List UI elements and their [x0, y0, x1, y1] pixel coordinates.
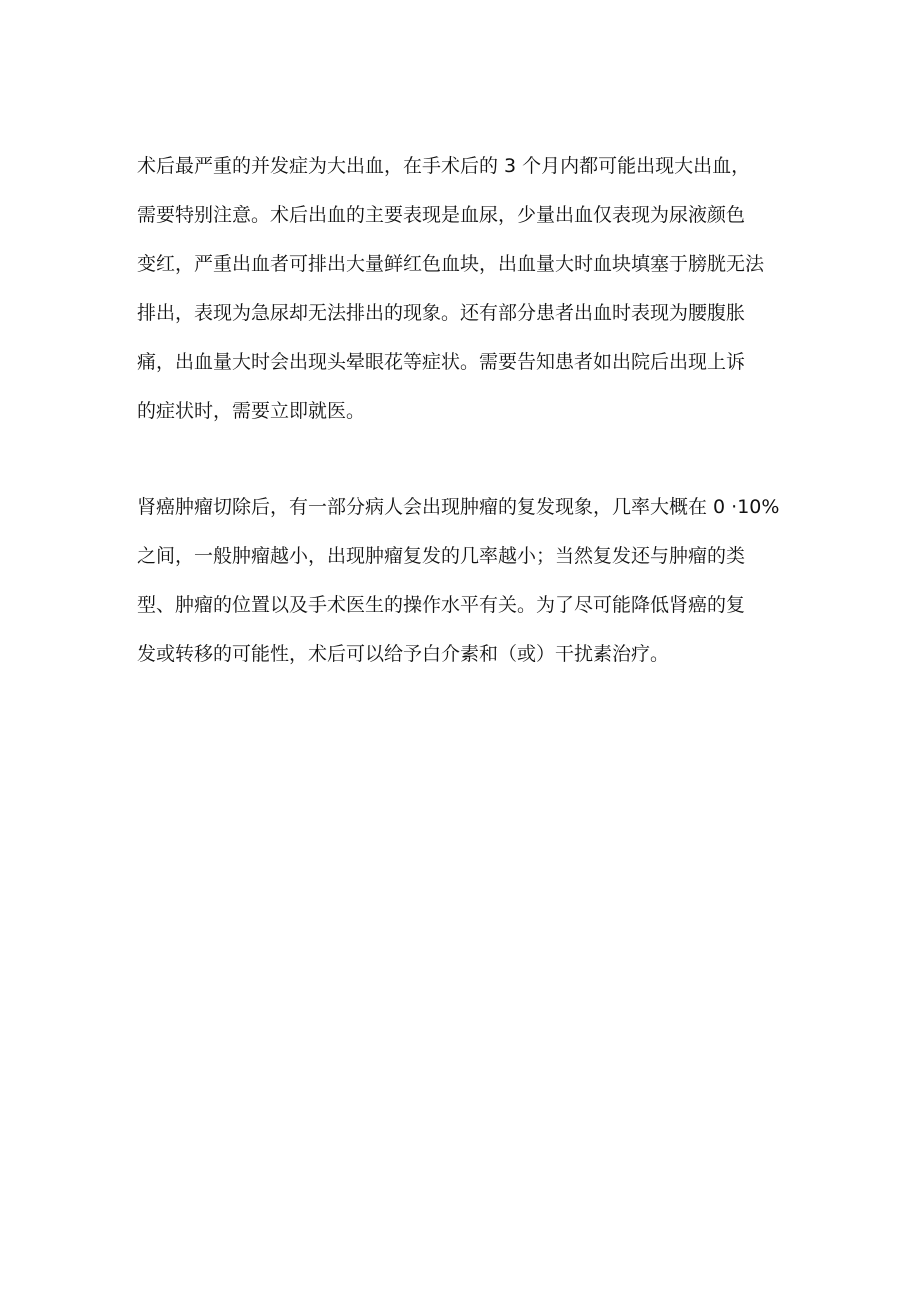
- text-line: 发或转移的可能性，术后可以给予白介素和（或）干扰素治疗。: [137, 643, 670, 665]
- paragraph-tumor-recurrence: [137, 483, 797, 679]
- text-line: 变红，严重出血者可排出大量鲜红色血块，出血量大时血块填塞于膀胱无法: [137, 253, 765, 275]
- paragraph-postop-bleeding: [137, 142, 797, 436]
- text-line: 肾癌肿瘤切除后，有一部分病人会出现肿瘤的复发现象，几率大概在 0 ·10%: [137, 496, 780, 518]
- text-line: 排出，表现为急尿却无法排出的现象。还有部分患者出血时表现为腰腹胀: [137, 302, 746, 324]
- text-line: 型、肿瘤的位置以及手术医生的操作水平有关。为了尽可能降低肾癌的复: [137, 594, 746, 616]
- text-line: 的症状时，需要立即就医。: [137, 400, 366, 422]
- text-line: 术后最严重的并发症为大出血，在手术后的 3 个月内都可能出现大出血，: [137, 155, 751, 177]
- text-line: 需要特别注意。术后出血的主要表现是血尿，少量出血仅表现为尿液颜色: [137, 204, 746, 226]
- text-line: 之间，一般肿瘤越小，出现肿瘤复发的几率越小；当然复发还与肿瘤的类: [137, 545, 746, 567]
- text-line: 痛，出血量大时会出现头晕眼花等症状。需要告知患者如出院后出现上诉: [137, 351, 746, 373]
